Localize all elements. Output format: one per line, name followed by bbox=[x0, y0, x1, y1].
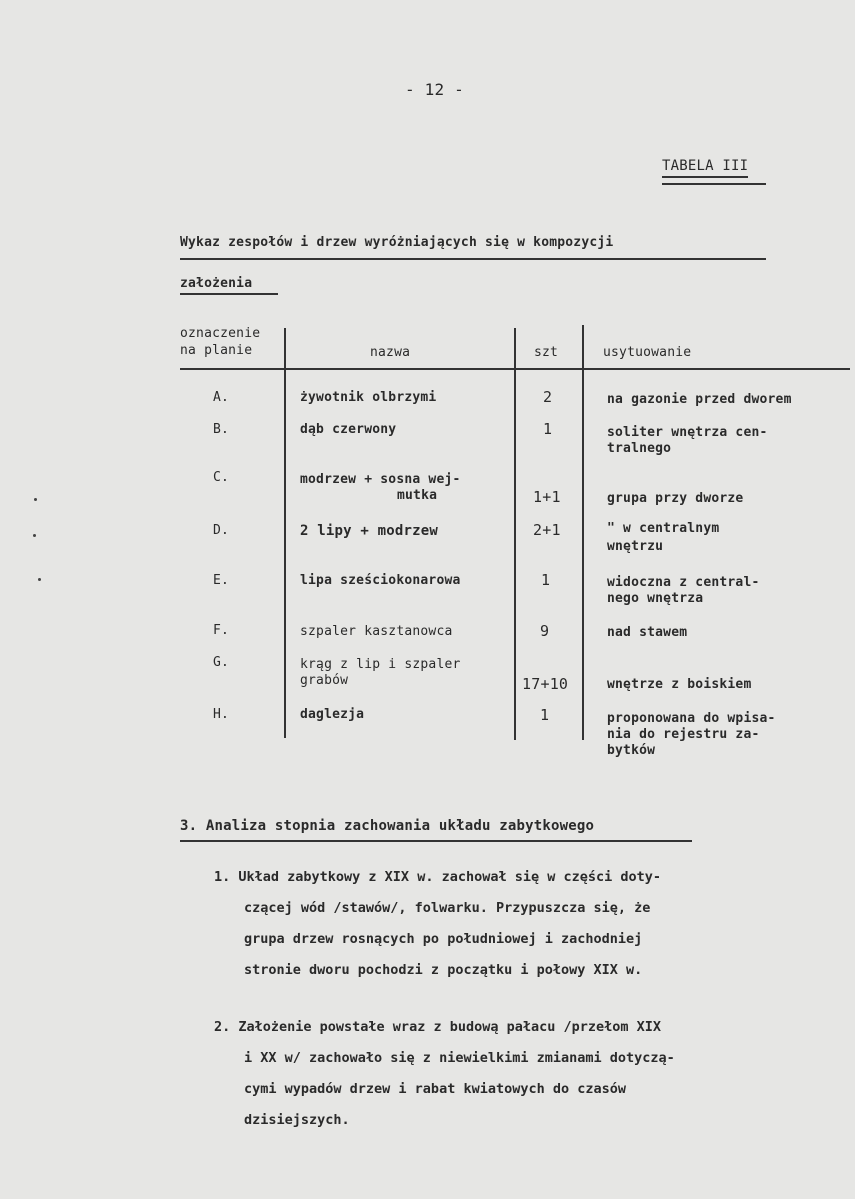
row-count: 17+10 bbox=[522, 675, 569, 693]
margin-mark bbox=[38, 578, 41, 581]
row-code: B. bbox=[213, 422, 230, 437]
header-code-line2: na planie bbox=[180, 343, 253, 358]
paragraph-line: grupa drzew rosnących po południowej i zachodniej bbox=[244, 931, 643, 947]
row-code: C. bbox=[213, 470, 230, 485]
paragraph-1 bbox=[214, 862, 661, 986]
column-divider-2 bbox=[514, 328, 516, 740]
row-code: E. bbox=[213, 573, 230, 588]
row-code: H. bbox=[213, 707, 230, 722]
heading-line-2: założenia bbox=[180, 276, 253, 291]
row-count: 9 bbox=[540, 622, 550, 640]
table-label-underline bbox=[662, 183, 766, 185]
margin-mark bbox=[33, 534, 36, 537]
row-location: proponowana do wpisa- bbox=[607, 711, 776, 726]
paragraph-line: cymi wypadów drzew i rabat kwiatowych do czasów bbox=[244, 1081, 627, 1097]
heading-underline-1 bbox=[180, 258, 766, 260]
row-location: bytków bbox=[607, 743, 656, 758]
heading-line-1: Wykaz zespołów i drzew wyróżniających się w kompozycji bbox=[180, 235, 614, 250]
row-count: 1 bbox=[541, 571, 551, 589]
header-code-line1: oznaczenie bbox=[180, 326, 261, 341]
row-name: dąb czerwony bbox=[300, 422, 397, 437]
row-name: krąg z lip i szpaler bbox=[300, 657, 461, 672]
table-label-text: TABELA III bbox=[662, 158, 748, 178]
row-location: nego wnętrza bbox=[607, 591, 704, 606]
row-location: nia do rejestru za- bbox=[607, 727, 760, 742]
paragraph-line: dzisiejszych. bbox=[244, 1112, 350, 1128]
row-count: 2 bbox=[543, 388, 553, 406]
row-name: grabów bbox=[300, 673, 349, 688]
row-location: nad stawem bbox=[607, 625, 688, 640]
header-count: szt bbox=[534, 345, 559, 360]
row-code: G. bbox=[213, 655, 230, 670]
paragraph-line: i XX w/ zachowało się z niewielkimi zmianami dotyczą- bbox=[244, 1050, 675, 1066]
row-location: soliter wnętrza cen- bbox=[607, 425, 768, 440]
row-count: 1+1 bbox=[533, 488, 561, 506]
heading-underline-2 bbox=[180, 293, 278, 295]
row-location: na gazonie przed dworem bbox=[607, 392, 792, 407]
page-number: - 12 - bbox=[405, 80, 464, 99]
row-name: szpaler kasztanowca bbox=[300, 624, 453, 639]
margin-mark bbox=[34, 498, 37, 501]
row-code: A. bbox=[213, 390, 230, 405]
row-name: mutka bbox=[397, 488, 438, 503]
paragraph-line: 2. Założenie powstałe wraz z budową pałacu /przełom XIX bbox=[214, 1019, 662, 1035]
row-location: tralnego bbox=[607, 441, 672, 456]
row-code: D. bbox=[213, 523, 230, 538]
row-location: " w centralnym bbox=[607, 521, 720, 536]
row-name: daglezja bbox=[300, 707, 365, 722]
table-label bbox=[662, 158, 748, 174]
row-name: lipa sześciokonarowa bbox=[300, 573, 461, 588]
row-count: 2+1 bbox=[533, 521, 561, 539]
row-location: grupa przy dworze bbox=[607, 491, 744, 506]
row-count: 1 bbox=[543, 420, 553, 438]
header-name: nazwa bbox=[370, 345, 411, 360]
section-3-title: 3. Analiza stopnia zachowania układu zabytkowego bbox=[180, 818, 595, 834]
column-divider-3 bbox=[582, 325, 584, 740]
paragraph-line: czącej wód /stawów/, folwarku. Przypuszcza się, że bbox=[244, 900, 651, 916]
section-3-underline bbox=[180, 840, 692, 842]
row-name: 2 lipy + modrzew bbox=[300, 523, 439, 539]
row-name: modrzew + sosna wej- bbox=[300, 472, 461, 487]
row-location: widoczna z central- bbox=[607, 575, 760, 590]
row-code: F. bbox=[213, 623, 230, 638]
paragraph-line: 1. Układ zabytkowy z XIX w. zachował się w części doty- bbox=[214, 869, 662, 885]
row-location: wnętrzu bbox=[607, 539, 664, 554]
row-count: 1 bbox=[540, 706, 550, 724]
column-divider-1 bbox=[284, 328, 286, 738]
row-name: żywotnik olbrzymi bbox=[300, 390, 437, 405]
row-location: wnętrze z boiskiem bbox=[607, 677, 752, 692]
header-location: usytuowanie bbox=[603, 345, 692, 360]
paragraph-line: stronie dworu pochodzi z początku i połowy XIX w. bbox=[244, 962, 643, 978]
paragraph-2 bbox=[214, 1012, 675, 1136]
